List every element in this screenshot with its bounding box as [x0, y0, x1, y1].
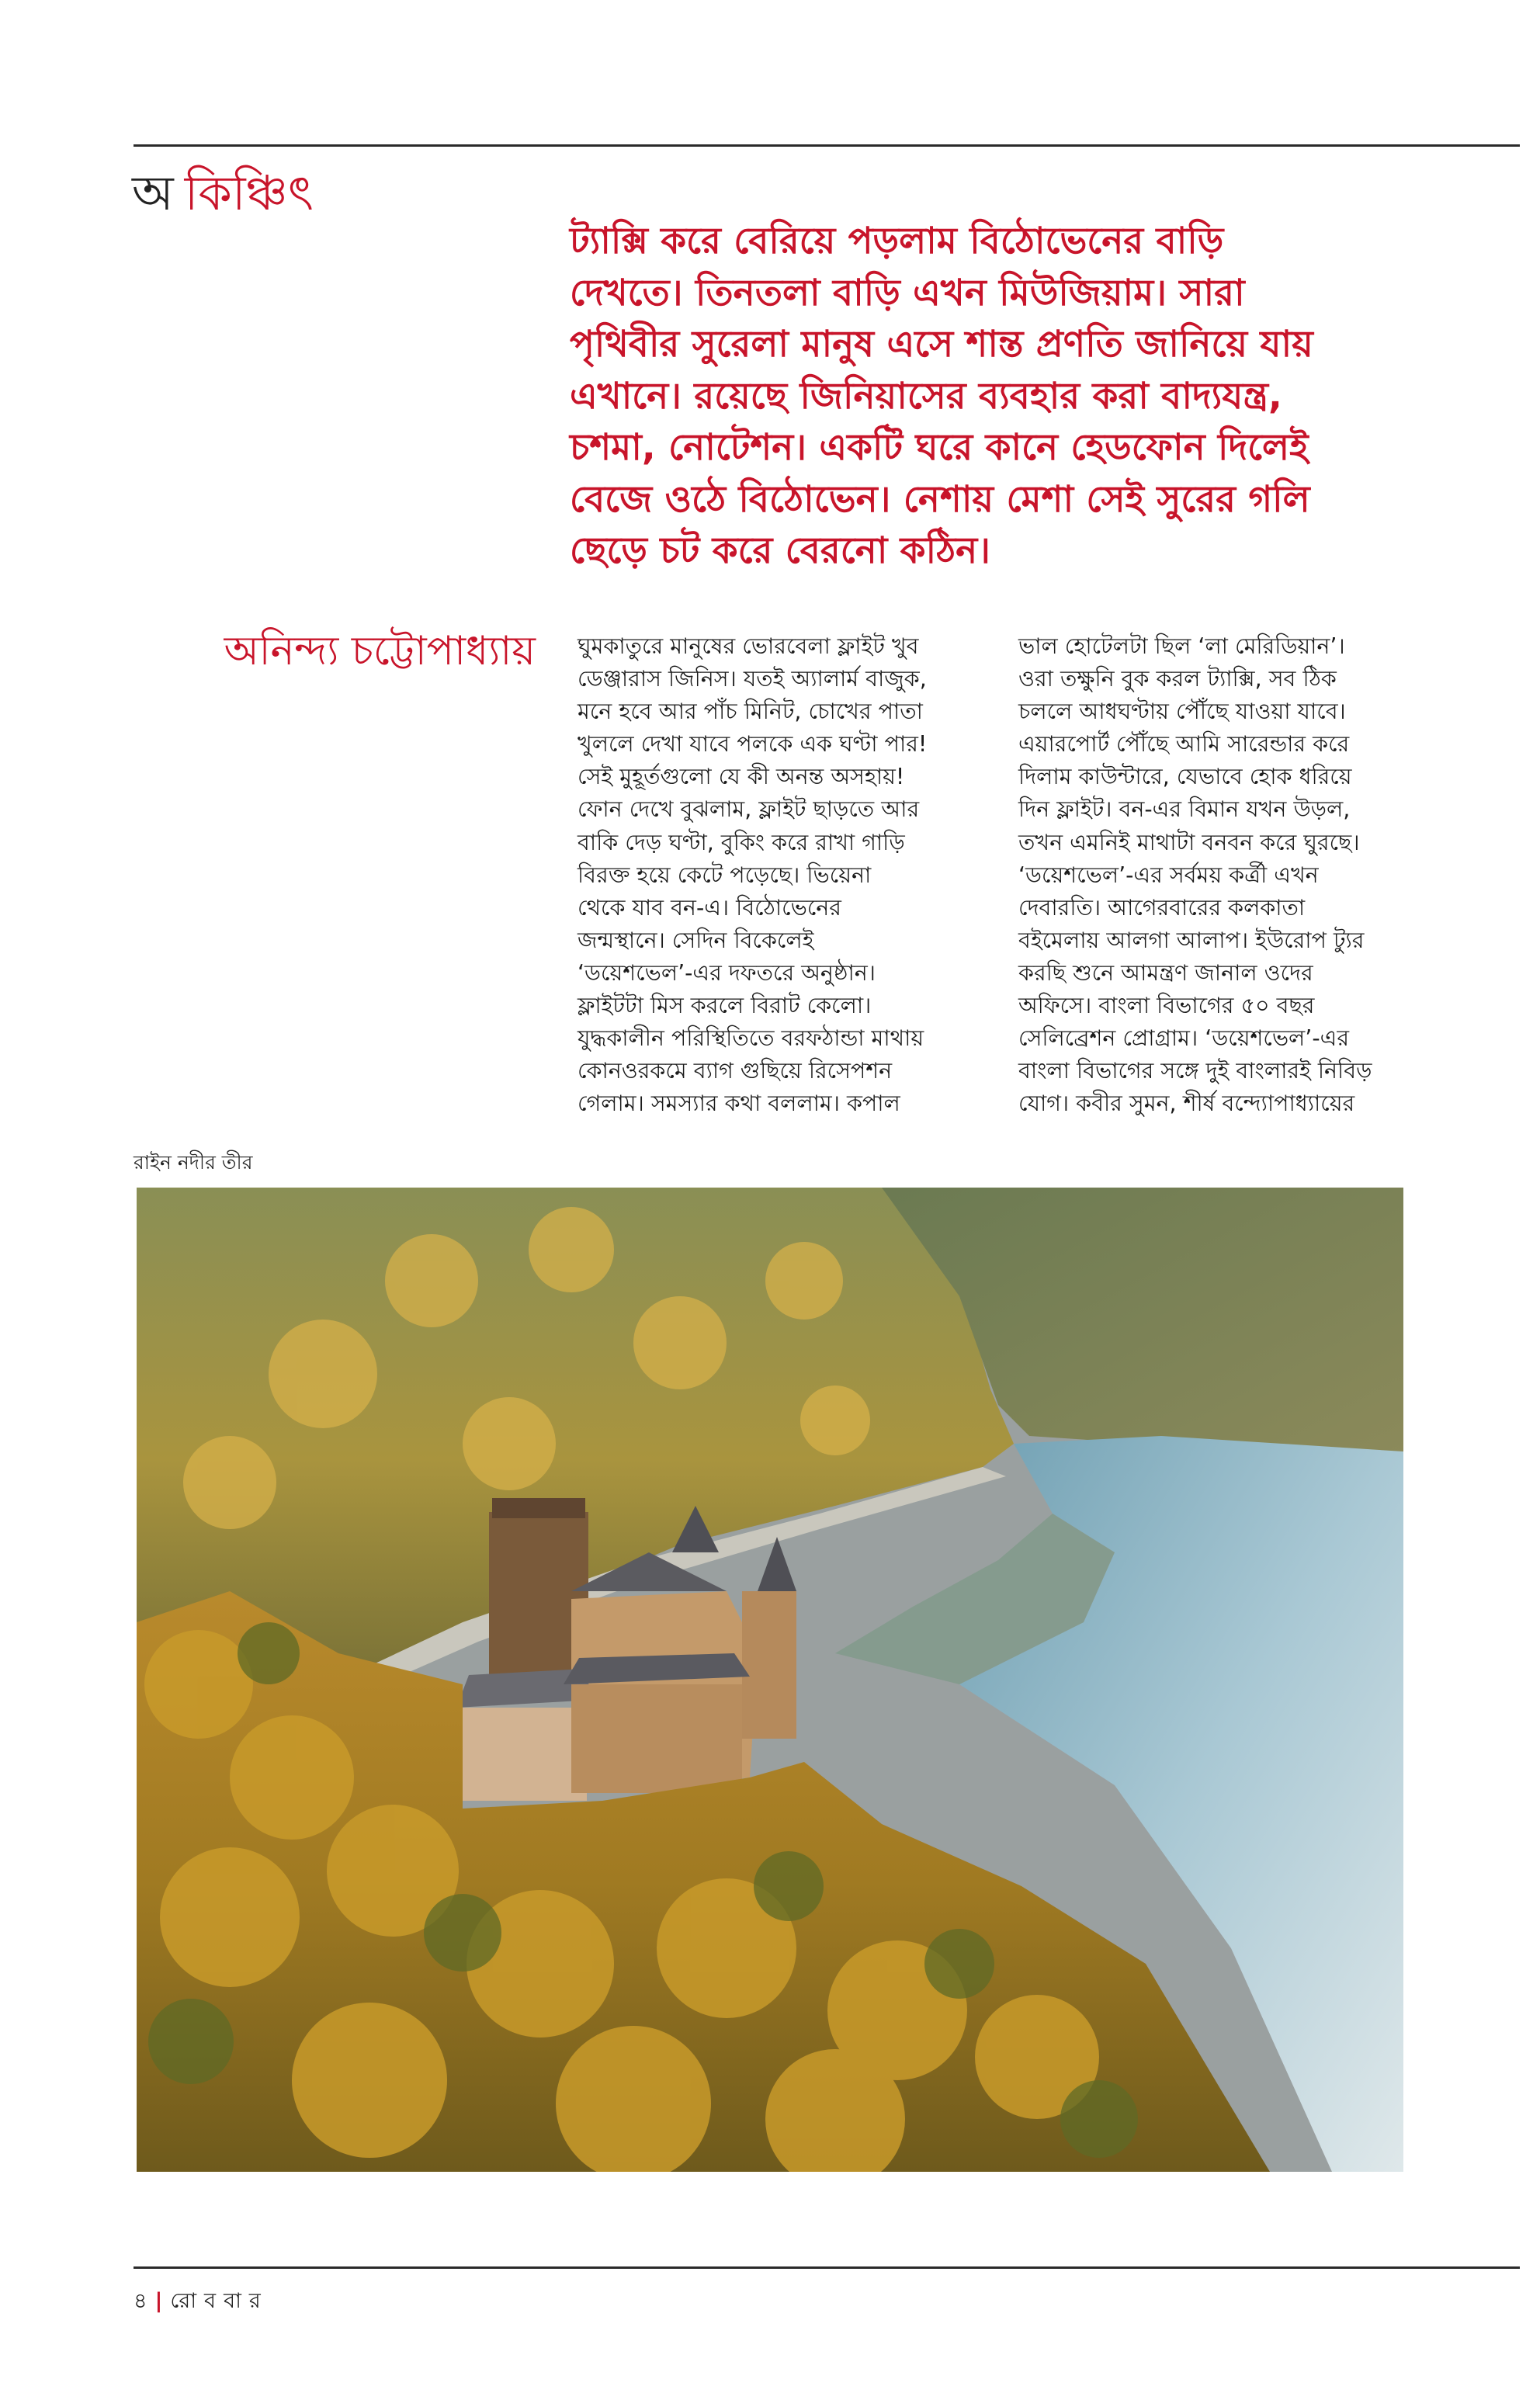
body-text-line: ভাল হোটেলটা ছিল ‘লা মেরিডিয়ান’।: [1018, 633, 1345, 659]
article-column-2: [1018, 630, 1453, 1120]
bottom-rule: [134, 2266, 1520, 2269]
body-text-line: ফ্লাইটটা মিস করলে বিরাট কেলো।: [578, 993, 872, 1019]
body-text-line: ঘুমকাতুরে মানুষের ভোরবেলা ফ্লাইট খুব: [578, 633, 919, 659]
pull-quote-line: দেখতে। তিনতলা বাড়ি এখন মিউজিয়াম। সারা: [570, 271, 1245, 314]
body-text-line: চললে আধঘণ্টায় পৌঁছে যাওয়া যাবে।: [1018, 699, 1346, 725]
magazine-name: রোববার: [170, 2289, 269, 2313]
top-rule: [134, 144, 1520, 147]
body-text-line: বইমেলায় আলগা আলাপ। ইউরোপ ট্যুর: [1018, 927, 1365, 953]
pull-quote-line: ট্যাক্সি করে বেরিয়ে পড়লাম বিঠোভেনের বাড়ি: [570, 220, 1224, 262]
body-text-line: সেলিব্রেশন প্রোগ্রাম। ‘ডয়েশভেল’-এর: [1018, 1025, 1349, 1052]
footer-separator: |: [154, 2289, 163, 2313]
body-text-line: ডেঞ্জারাস জিনিস। যতই অ্যালার্ম বাজুক,: [578, 666, 927, 692]
photo-caption: রাইন নদীর তীর: [134, 1151, 253, 1174]
body-text-line: ‘ডয়েশভেল’-এর সর্বময় কর্ত্রী এখন: [1018, 862, 1319, 888]
body-text-line: বাংলা বিভাগের সঙ্গে দুই বাংলারই নিবিড়: [1018, 1058, 1372, 1084]
body-text-line: তখন এমনিই মাথাটা বনবন করে ঘুরছে।: [1018, 829, 1360, 855]
article-column-1: [578, 630, 997, 1120]
pull-quote: [570, 216, 1408, 577]
body-text-line: দেবারতি। আগেরবারের কলকাতা: [1018, 894, 1306, 921]
rhine-castle-photo: [137, 1188, 1403, 2172]
section-name: কিঞ্চিৎ: [184, 165, 314, 221]
body-text-line: কোনওরকমে ব্যাগ গুছিয়ে রিসেপশন: [578, 1058, 893, 1084]
body-text-line: ফোন দেখে বুঝলাম, ফ্লাইট ছাড়তে আর: [578, 796, 920, 823]
section-prefix: অ: [132, 165, 174, 221]
body-text-line: ‘ডয়েশভেল’-এর দফতরে অনুষ্ঠান।: [578, 959, 876, 986]
body-text-line: বাকি দেড় ঘণ্টা, বুকিং করে রাখা গাড়ি: [578, 829, 905, 855]
author-byline: অনিন্দ্য চট্টোপাধ্যায়: [224, 628, 536, 675]
body-text-line: বিরক্ত হয়ে কেটে পড়েছে। ভিয়েনা: [578, 862, 872, 888]
body-text-line: যুদ্ধকালীন পরিস্থিতিতে বরফঠান্ডা মাথায়: [578, 1025, 924, 1052]
pull-quote-line: চশমা, নোটেশন। একটি ঘরে কানে হেডফোন দিলেই: [570, 426, 1309, 469]
body-text-line: গেলাম। সমস্যার কথা বললাম। কপাল: [578, 1091, 900, 1117]
body-text-line: খুললে দেখা যাবে পলকে এক ঘণ্টা পার!: [578, 731, 928, 758]
pull-quote-line: ছেড়ে চট করে বেরনো কঠিন।: [570, 529, 990, 572]
body-text-line: সেই মুহূর্তগুলো যে কী অনন্ত অসহায়!: [578, 764, 905, 790]
body-text-line: থেকে যাব বন-এ। বিঠোভেনের: [578, 894, 841, 921]
pull-quote-line: এখানে। রয়েছে জিনিয়াসের ব্যবহার করা বাদ্যযন্ত্র,: [570, 374, 1282, 418]
body-text-line: করছি শুনে আমন্ত্রণ জানাল ওদের: [1018, 959, 1313, 986]
body-text-line: ওরা তক্ষুনি বুক করল ট্যাক্সি, সব ঠিক: [1018, 666, 1337, 692]
body-text-line: দিন ফ্লাইট। বন-এর বিমান যখন উড়ল,: [1018, 796, 1351, 823]
body-text-line: এয়ারপোর্ট পৌঁছে আমি সারেন্ডার করে: [1018, 731, 1350, 758]
body-text-line: মনে হবে আর পাঁচ মিনিট, চোখের পাতা: [578, 699, 923, 725]
body-text-line: দিলাম কাউন্টারে, যেভাবে হোক ধরিয়ে: [1018, 764, 1352, 790]
body-text-line: জন্মস্থানে। সেদিন বিকেলেই: [578, 927, 814, 953]
pull-quote-line: পৃথিবীর সুরেলা মানুষ এসে শান্ত প্রণতি জানিয়ে যায়: [570, 323, 1313, 366]
body-text-line: যোগ। কবীর সুমন, শীর্ষ বন্দ্যোপাধ্যায়ের: [1018, 1091, 1355, 1117]
page-footer: [134, 2285, 269, 2320]
page-number: ৪: [134, 2289, 147, 2313]
section-heading: [132, 165, 314, 221]
pull-quote-line: বেজে ওঠে বিঠোভেন। নেশায় মেশা সেই সুরের গলি: [570, 477, 1310, 521]
body-text-line: অফিসে। বাংলা বিভাগের ৫০ বছর: [1018, 993, 1315, 1019]
